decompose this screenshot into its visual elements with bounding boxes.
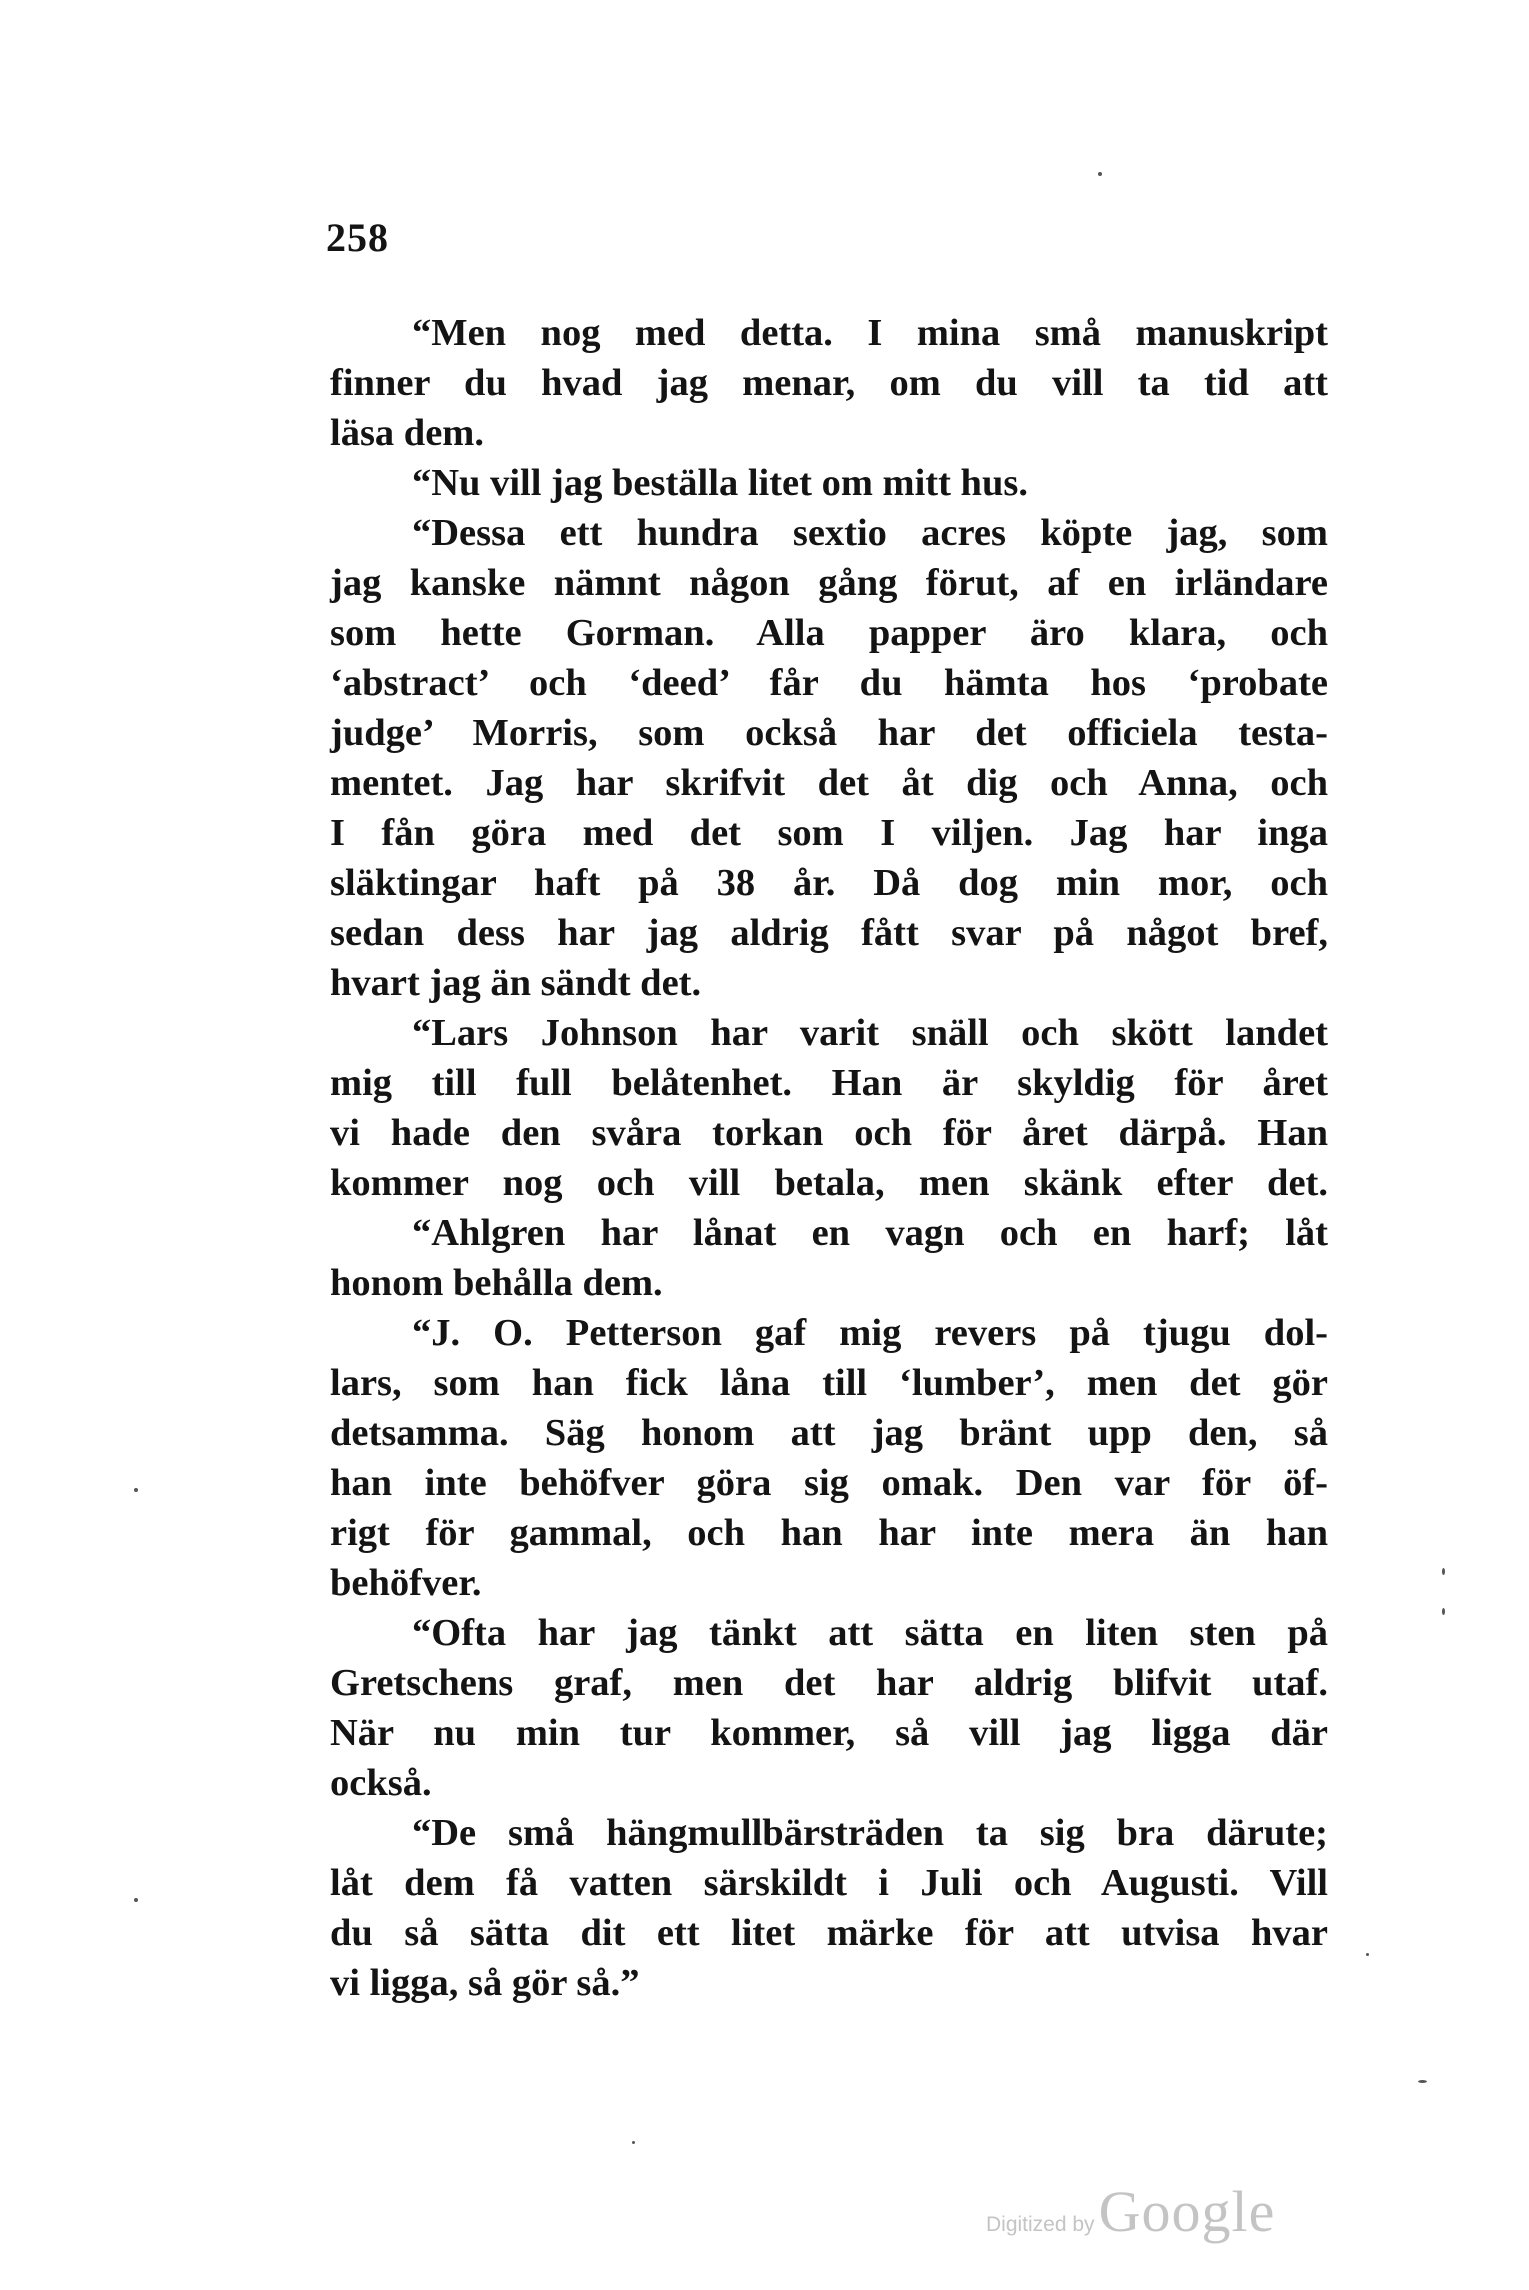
text-line: vi hade den svåra torkan och för året därpå. Han <box>330 1112 1328 1154</box>
text-line: släktingar haft på 38 år. Då dog min mor, och <box>330 862 1328 904</box>
text-line: behöfver. <box>330 1562 482 1604</box>
scan-speck <box>134 1898 138 1902</box>
scan-speck <box>1442 1608 1445 1615</box>
watermark-brand: Google <box>1098 2179 1276 2244</box>
text-line: judge’ Morris, som också har det officiela testa- <box>330 712 1328 754</box>
text-line: “Dessa ett hundra sextio acres köpte jag, som <box>412 512 1328 554</box>
text-line: detsamma. Säg honom att jag bränt upp den, så <box>330 1412 1328 1454</box>
text-line: “De små hängmullbärsträden ta sig bra därute; <box>412 1812 1328 1854</box>
text-line: “Ahlgren har lånat en vagn och en harf; låt <box>412 1212 1328 1254</box>
text-line: vi ligga, så gör så.” <box>330 1962 640 2004</box>
scan-speck <box>1366 1953 1369 1956</box>
text-line: kommer nog och vill betala, men skänk efter det. <box>330 1162 1328 1204</box>
text-line: hvart jag än sändt det. <box>330 962 702 1004</box>
text-line: lars, som han fick låna till ‘lumber’, men det gör <box>330 1362 1328 1404</box>
text-line: finner du hvad jag menar, om du vill ta tid att <box>330 362 1328 404</box>
text-line: läsa dem. <box>330 412 484 454</box>
scan-speck <box>1442 1568 1445 1575</box>
digitized-by-google-watermark <box>986 2178 1275 2245</box>
text-line: han inte behöfver göra sig omak. Den var för öf- <box>330 1462 1328 1504</box>
text-line: “Men nog med detta. I mina små manuskript <box>412 312 1328 354</box>
scan-speck <box>632 2141 635 2144</box>
text-line: I fån göra med det som I viljen. Jag har inga <box>330 812 1328 854</box>
scan-speck <box>1098 172 1102 176</box>
text-line: mentet. Jag har skrifvit det åt dig och Anna, och <box>330 762 1328 804</box>
text-line: ‘abstract’ och ‘deed’ får du hämta hos ‘probate <box>330 662 1328 704</box>
text-line: honom behålla dem. <box>330 1262 663 1304</box>
text-line: jag kanske nämnt någon gång förut, af en irländare <box>330 562 1328 604</box>
page-body-text <box>330 308 1328 2008</box>
text-line: också. <box>330 1762 432 1804</box>
watermark-prefix: Digitized by <box>986 2213 1095 2236</box>
text-line: rigt för gammal, och han har inte mera än han <box>330 1512 1328 1554</box>
text-line: När nu min tur kommer, så vill jag ligga där <box>330 1712 1328 1754</box>
text-line: Gretschens graf, men det har aldrig blifvit utaf. <box>330 1662 1328 1704</box>
text-line: du så sätta dit ett litet märke för att utvisa hvar <box>330 1912 1328 1954</box>
page-number: 258 <box>326 215 389 260</box>
text-line: “Ofta har jag tänkt att sätta en liten sten på <box>412 1612 1328 1654</box>
scan-speck <box>134 1488 138 1492</box>
text-line: låt dem få vatten särskildt i Juli och Augusti. Vill <box>330 1862 1328 1904</box>
text-line: sedan dess har jag aldrig fått svar på något bref, <box>330 912 1328 954</box>
text-line: som hette Gorman. Alla papper äro klara, och <box>330 612 1328 654</box>
text-line: “J. O. Petterson gaf mig revers på tjugu dol- <box>412 1312 1328 1354</box>
scan-speck <box>1418 2080 1427 2083</box>
text-line: “Lars Johnson har varit snäll och skött landet <box>412 1012 1328 1054</box>
text-line: “Nu vill jag beställa litet om mitt hus. <box>412 462 1028 504</box>
text-line: mig till full belåtenhet. Han är skyldig för året <box>330 1062 1328 1104</box>
